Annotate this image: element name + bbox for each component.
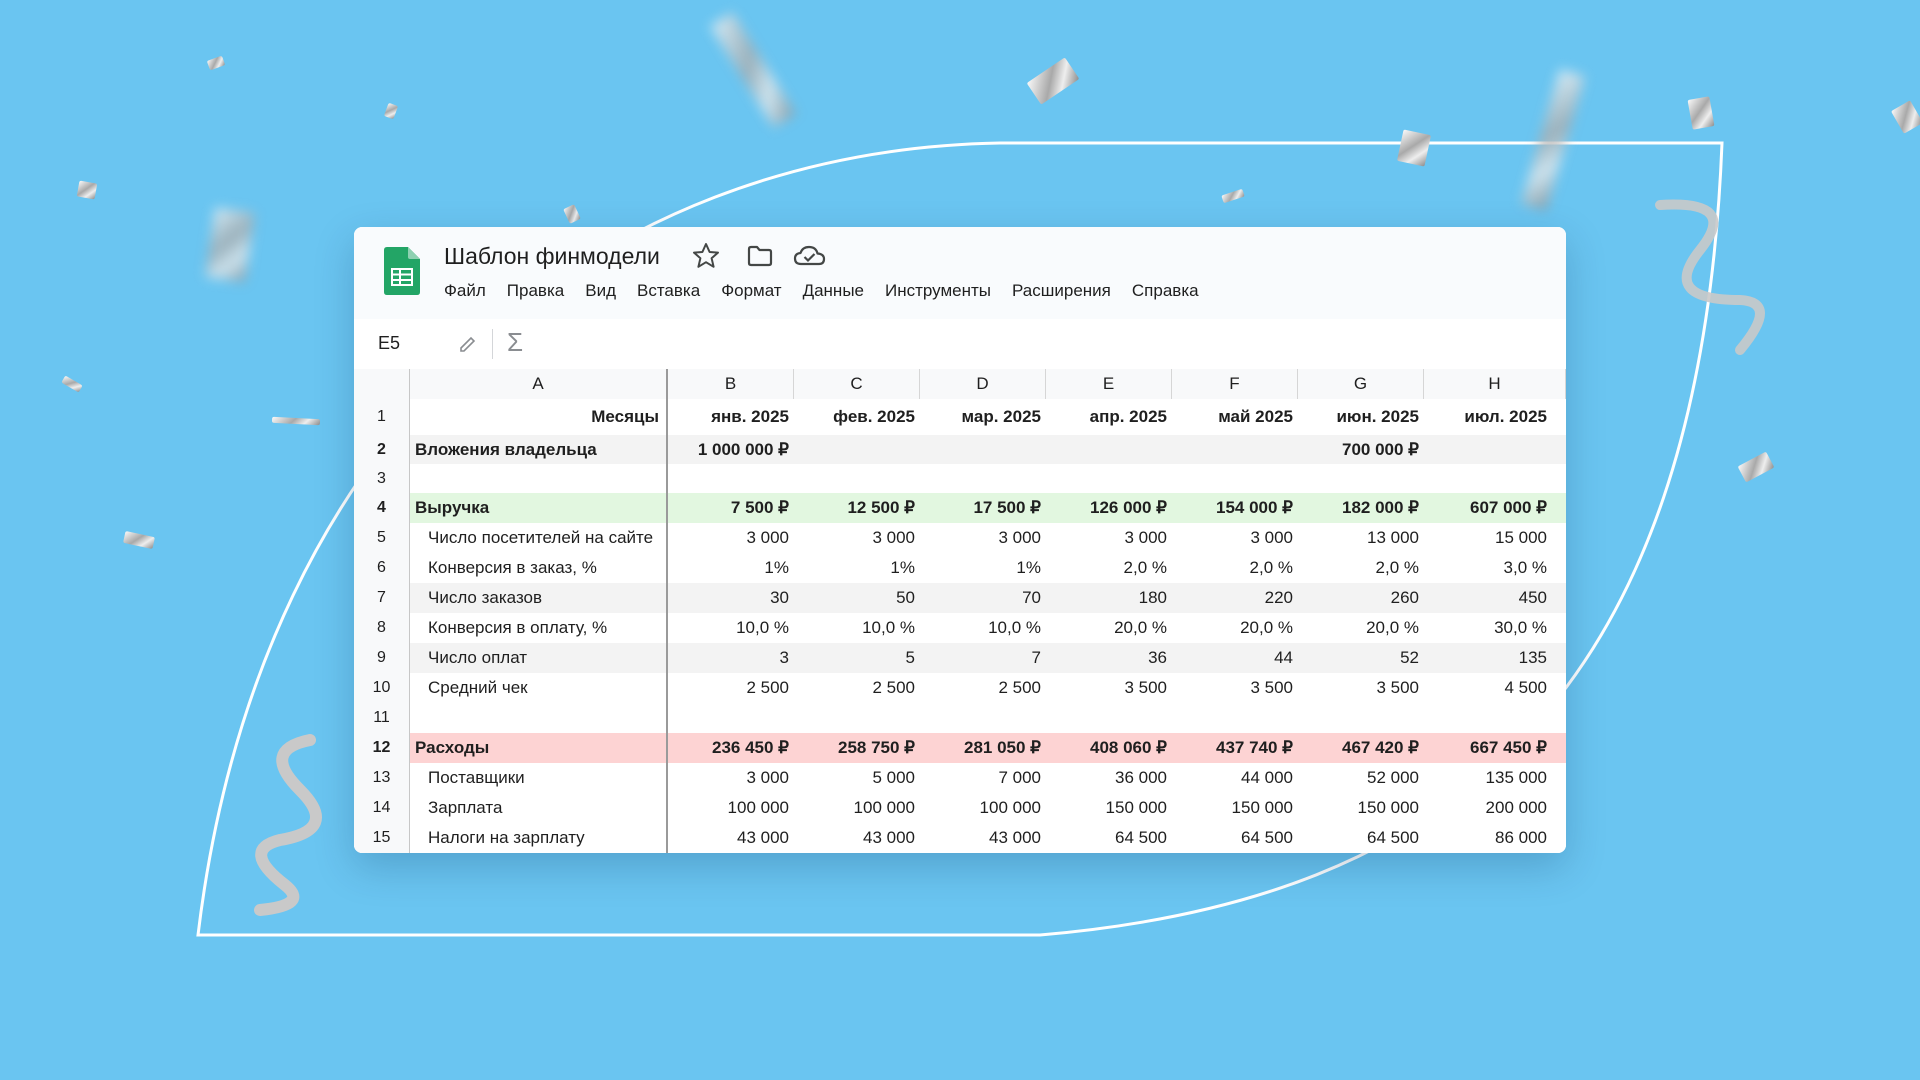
table-row — [354, 643, 1566, 673]
value-cell[interactable]: 1% — [890, 558, 915, 577]
value-cell[interactable]: 7 — [1031, 648, 1041, 667]
value-cell[interactable] — [1424, 435, 1566, 464]
value-cell[interactable] — [1046, 464, 1172, 493]
value-cell[interactable]: 100 000 — [727, 798, 789, 817]
value-cell[interactable]: 1% — [1016, 558, 1041, 577]
value-cell[interactable] — [794, 435, 920, 464]
value-cell[interactable] — [1046, 435, 1172, 464]
table-row — [354, 523, 1566, 553]
row-number[interactable]: 5 — [354, 523, 410, 553]
row-label-cell[interactable]: Число оплат — [410, 643, 668, 673]
value-cell[interactable]: 3 000 — [1250, 528, 1293, 547]
value-cell[interactable]: фев. 2025 — [833, 407, 915, 426]
value-cell[interactable]: 3 000 — [1124, 528, 1167, 547]
value-cell[interactable]: 30 — [770, 588, 789, 607]
value-cell[interactable]: 13 000 — [1367, 528, 1419, 547]
value-cell[interactable]: 12 500 ₽ — [847, 498, 915, 517]
row-number[interactable]: 15 — [354, 823, 410, 853]
value-cell[interactable]: 52 — [1400, 648, 1419, 667]
menu-tools[interactable]: Инструменты — [885, 281, 992, 300]
row-label-cell[interactable]: Число посетителей на сайте — [410, 523, 668, 553]
value-cell[interactable]: 182 000 ₽ — [1342, 498, 1419, 517]
value-cell[interactable]: янв. 2025 — [711, 407, 789, 426]
table-row — [354, 763, 1566, 793]
value-cell[interactable]: 260 — [1390, 588, 1419, 607]
row-label-cell[interactable] — [410, 703, 668, 733]
value-cell[interactable]: 20,0 % — [1240, 618, 1293, 637]
row-number[interactable]: 13 — [354, 763, 410, 793]
row-number[interactable]: 3 — [354, 464, 410, 493]
value-cell[interactable]: апр. 2025 — [1089, 407, 1167, 426]
value-cell[interactable]: 15 000 — [1495, 528, 1547, 547]
row-label-cell[interactable]: Конверсия в заказ, % — [410, 553, 668, 583]
value-cell[interactable]: 3 500 — [1124, 678, 1167, 697]
table-row — [354, 399, 1566, 437]
value-cell[interactable]: 1 000 000 ₽ — [697, 439, 789, 459]
value-cell[interactable]: 281 050 ₽ — [964, 738, 1041, 757]
value-cell[interactable]: 36 000 — [1115, 768, 1167, 787]
table-row — [354, 703, 1566, 733]
value-cell[interactable]: 667 450 ₽ — [1470, 738, 1547, 757]
value-cell[interactable]: 3 500 — [1250, 678, 1293, 697]
value-cell[interactable]: 408 060 ₽ — [1090, 738, 1167, 757]
value-cell[interactable]: 437 740 ₽ — [1216, 738, 1293, 757]
value-cell[interactable]: 2 500 — [746, 678, 789, 697]
row-number[interactable]: 8 — [354, 613, 410, 643]
value-cell[interactable]: 236 450 ₽ — [712, 738, 789, 757]
value-cell[interactable]: 3,0 % — [1503, 558, 1547, 577]
sigma-icon[interactable]: Σ — [507, 327, 524, 357]
value-cell[interactable] — [920, 435, 1046, 464]
column-header[interactable]: H — [1424, 369, 1566, 399]
value-cell[interactable] — [794, 464, 920, 493]
value-cell[interactable]: 44 000 — [1241, 768, 1293, 787]
title-bar — [354, 227, 1566, 319]
table-row — [354, 613, 1566, 643]
confetti — [77, 181, 98, 200]
value-cell[interactable]: 43 000 — [863, 828, 915, 847]
value-cell[interactable]: 20,0 % — [1366, 618, 1419, 637]
row-label-cell[interactable]: Вложения владельца — [410, 435, 668, 464]
value-cell[interactable]: 2 500 — [872, 678, 915, 697]
value-cell[interactable]: 5 — [905, 648, 915, 667]
column-header-row — [354, 369, 1566, 400]
value-cell[interactable] — [794, 703, 920, 733]
row-label-cell[interactable]: Конверсия в оплату, % — [410, 613, 668, 643]
value-cell[interactable]: 10,0 % — [988, 618, 1041, 637]
value-cell[interactable]: 36 — [1148, 648, 1167, 667]
pencil-icon — [458, 333, 478, 353]
ribbon-confetti — [1640, 190, 1780, 370]
cell-reference-box[interactable]: E5 — [378, 333, 401, 353]
row-label-cell[interactable]: Выручка — [410, 493, 668, 523]
menu-bar — [444, 281, 1220, 301]
row-label-cell[interactable] — [410, 464, 668, 493]
value-cell[interactable]: 5 000 — [872, 768, 915, 787]
row-number[interactable]: 1 — [354, 399, 410, 435]
value-cell[interactable]: 220 — [1264, 588, 1293, 607]
value-cell[interactable]: 20,0 % — [1114, 618, 1167, 637]
column-header[interactable]: A — [410, 369, 668, 399]
menu-file[interactable]: Файл — [444, 281, 486, 300]
value-cell[interactable]: 2 500 — [998, 678, 1041, 697]
value-cell[interactable]: 44 — [1274, 648, 1293, 667]
column-header[interactable]: B — [668, 369, 794, 399]
column-header[interactable]: C — [794, 369, 920, 399]
value-cell[interactable]: 43 000 — [989, 828, 1041, 847]
value-cell[interactable]: 3 000 — [998, 528, 1041, 547]
value-cell[interactable]: 2,0 % — [1123, 558, 1167, 577]
value-cell[interactable]: 10,0 % — [862, 618, 915, 637]
value-cell[interactable] — [668, 464, 794, 493]
value-cell[interactable]: 43 000 — [737, 828, 789, 847]
value-cell[interactable]: май 2025 — [1218, 407, 1293, 426]
row-number[interactable]: 11 — [354, 703, 410, 733]
menu-view[interactable]: Вид — [585, 281, 616, 300]
value-cell[interactable]: 7 000 — [998, 768, 1041, 787]
value-cell[interactable]: 3 000 — [746, 768, 789, 787]
menu-insert[interactable]: Вставка — [637, 281, 701, 300]
table-row — [354, 583, 1566, 613]
value-cell[interactable]: 150 000 — [1357, 798, 1419, 817]
value-cell[interactable]: 10,0 % — [736, 618, 789, 637]
value-cell[interactable]: 180 — [1138, 588, 1167, 607]
value-cell[interactable]: 135 — [1518, 648, 1547, 667]
value-cell[interactable]: 150 000 — [1231, 798, 1293, 817]
row-number[interactable]: 10 — [354, 673, 410, 703]
column-header[interactable]: F — [1172, 369, 1298, 399]
value-cell[interactable]: 258 750 ₽ — [838, 738, 915, 757]
value-cell[interactable]: 135 000 — [1485, 768, 1547, 787]
table-row — [354, 493, 1566, 523]
row-number[interactable]: 7 — [354, 583, 410, 613]
row-label-cell[interactable]: Число заказов — [410, 583, 668, 613]
star-icon[interactable] — [690, 241, 722, 271]
value-cell[interactable]: 50 — [896, 588, 915, 607]
table-row — [354, 733, 1566, 763]
row-number[interactable]: 4 — [354, 493, 410, 523]
document-title[interactable]: Шаблон финмодели — [444, 243, 660, 269]
value-cell[interactable]: 64 500 — [1241, 828, 1293, 847]
folder-icon[interactable] — [744, 241, 776, 271]
row-number[interactable]: 12 — [354, 733, 410, 763]
value-cell[interactable] — [920, 703, 1046, 733]
value-cell[interactable] — [668, 703, 794, 733]
value-cell[interactable]: мар. 2025 — [961, 407, 1041, 426]
value-cell[interactable] — [920, 464, 1046, 493]
value-cell[interactable]: 64 500 — [1367, 828, 1419, 847]
select-all-corner[interactable] — [354, 369, 410, 399]
row-number[interactable]: 6 — [354, 553, 410, 583]
table-row — [354, 823, 1566, 853]
column-header[interactable]: D — [920, 369, 1046, 399]
value-cell[interactable]: 700 000 ₽ — [1342, 439, 1419, 459]
menu-data[interactable]: Данные — [802, 281, 864, 300]
value-cell[interactable]: 154 000 ₽ — [1216, 498, 1293, 517]
value-cell[interactable]: 30,0 % — [1494, 618, 1547, 637]
table-row — [354, 553, 1566, 583]
value-cell[interactable]: 100 000 — [853, 798, 915, 817]
value-cell[interactable]: 64 500 — [1115, 828, 1167, 847]
value-cell[interactable]: 4 500 — [1504, 678, 1547, 697]
value-cell[interactable]: 450 — [1518, 588, 1547, 607]
value-cell[interactable] — [1298, 464, 1424, 493]
value-cell[interactable]: 467 420 ₽ — [1342, 738, 1419, 757]
row-number[interactable]: 14 — [354, 793, 410, 823]
value-cell[interactable] — [1172, 435, 1298, 464]
value-cell[interactable]: 150 000 — [1105, 798, 1167, 817]
row-label-cell[interactable]: Зарплата — [410, 793, 668, 823]
column-header[interactable]: E — [1046, 369, 1172, 399]
menu-edit[interactable]: Правка — [506, 281, 565, 300]
spreadsheet-window — [354, 227, 1566, 853]
ribbon-confetti — [240, 720, 360, 920]
formula-bar — [354, 319, 1566, 370]
sheets-logo-icon[interactable] — [384, 247, 420, 295]
value-cell[interactable]: 52 000 — [1367, 768, 1419, 787]
menu-extensions[interactable]: Расширения — [1012, 281, 1111, 300]
value-cell[interactable] — [1172, 464, 1298, 493]
menu-format[interactable]: Формат — [721, 281, 782, 300]
table-row — [354, 673, 1566, 703]
value-cell[interactable]: 3 500 — [1376, 678, 1419, 697]
value-cell[interactable]: 2,0 % — [1375, 558, 1419, 577]
value-cell[interactable] — [1424, 464, 1566, 493]
row-number[interactable]: 2 — [354, 435, 410, 464]
value-cell[interactable]: июл. 2025 — [1464, 407, 1547, 426]
value-cell[interactable] — [1046, 703, 1172, 733]
value-cell[interactable] — [1424, 703, 1566, 733]
value-cell[interactable]: 607 000 ₽ — [1470, 498, 1547, 517]
value-cell[interactable]: 7 500 ₽ — [730, 498, 789, 517]
value-cell[interactable]: 3 000 — [746, 528, 789, 547]
row-label-cell[interactable]: Налоги на зарплату — [410, 823, 668, 853]
value-cell[interactable]: 17 500 ₽ — [973, 498, 1041, 517]
value-cell[interactable]: 3 — [779, 648, 789, 667]
table-row — [354, 793, 1566, 823]
formula-bar-divider — [492, 329, 493, 359]
column-header[interactable]: G — [1298, 369, 1424, 399]
row-label-cell[interactable]: Месяцы — [410, 399, 668, 435]
row-label-cell[interactable]: Средний чек — [410, 673, 668, 703]
value-cell[interactable]: 200 000 — [1485, 798, 1547, 817]
cloud-check-icon[interactable] — [792, 241, 828, 271]
row-label-cell[interactable]: Поставщики — [410, 763, 668, 793]
value-cell[interactable]: 1% — [764, 558, 789, 577]
menu-help[interactable]: Справка — [1131, 281, 1199, 300]
value-cell[interactable]: 3 000 — [872, 528, 915, 547]
table-row — [354, 464, 1566, 493]
value-cell[interactable] — [1298, 703, 1424, 733]
spreadsheet-grid — [354, 369, 1566, 853]
table-row — [354, 435, 1566, 464]
value-cell[interactable]: 126 000 ₽ — [1090, 498, 1167, 517]
value-cell[interactable]: 86 000 — [1495, 828, 1547, 847]
row-label-cell[interactable]: Расходы — [410, 733, 668, 763]
value-cell[interactable]: 100 000 — [979, 798, 1041, 817]
row-number[interactable]: 9 — [354, 643, 410, 673]
value-cell[interactable]: июн. 2025 — [1336, 407, 1419, 426]
value-cell[interactable]: 70 — [1022, 588, 1041, 607]
value-cell[interactable] — [1172, 703, 1298, 733]
value-cell[interactable]: 2,0 % — [1249, 558, 1293, 577]
